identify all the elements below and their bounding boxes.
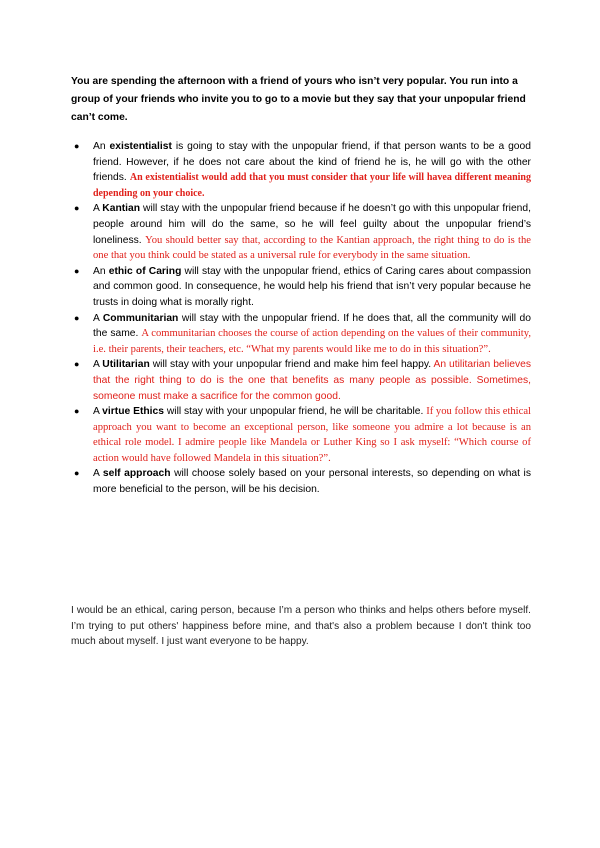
item-term: Communitarian xyxy=(102,312,179,324)
item-term: virtue Ethics xyxy=(102,406,164,418)
bullet-icon: ● xyxy=(74,468,80,479)
item-article: A xyxy=(93,468,103,480)
item-text: will stay with the unpopular friend, ethics of Caring cares about compassion and common good. In consequence, he would help his friend that isn’t very popular because he trusts in doing what is morally right. xyxy=(93,265,531,308)
item-text: will choose solely based on your personal interests, so depending on what is more beneficial to the person, will be his decision. xyxy=(93,468,531,496)
teacher-comment: If you follow this ethical approach you want to become an exceptional person, like someone you admire a lot because is an ethical role model. I admire people like Mandela or Luther King so I ask myself: “Which course of action would have followed Mandela in this situation?”. xyxy=(93,406,531,464)
item-article: A xyxy=(93,359,103,371)
item-term: self approach xyxy=(102,468,171,480)
item-article: A xyxy=(93,203,103,215)
bullet-icon: ● xyxy=(74,406,80,417)
teacher-comment: You should better say that, according to the Kantian approach, the right thing to do is the one that you think could be stated as a universal rule for everybody in the same situation. xyxy=(93,234,531,262)
item-text: will stay with your unpopular friend, he will be charitable. xyxy=(163,406,427,418)
item-term: existentialist xyxy=(109,141,172,152)
ethics-approaches-list xyxy=(71,139,531,498)
item-text: is going to stay with the unpopular friend, if that person wants to be a good friend. However, if he does not care about the kind of friend he is, he will go with the other friends. xyxy=(93,141,531,184)
item-article: An xyxy=(93,141,110,152)
item-term: Utilitarian xyxy=(102,359,150,371)
item-article: A xyxy=(93,312,103,324)
item-text: will stay with the unpopular friend because if he doesn’t go with this unpopular friend, people around him will do the same, so he will feel guilty about the unpopular friend’s loneliness. xyxy=(93,203,531,246)
list-item-ethic-of-caring xyxy=(71,264,531,311)
list-item-self-approach xyxy=(71,466,531,497)
list-item-virtue-ethics xyxy=(71,404,531,466)
item-term: ethic of Caring xyxy=(108,265,182,277)
teacher-comment: An existentialist would add that you must consider that your life will havea different meaning depending on your choice. xyxy=(93,172,531,199)
bullet-icon: ● xyxy=(74,312,80,323)
item-text: will stay with the unpopular friend. If he does that, all the community will do the same. xyxy=(93,312,531,340)
list-item-utilitarian xyxy=(71,357,531,404)
item-term: Kantian xyxy=(102,203,141,215)
bullet-icon: ● xyxy=(74,203,80,214)
closing-paragraph: I would be an ethical, caring person, because I’m a person who thinks and helps others before myself. I’m trying to put others' happiness before mine, and that's also a problem because I don't think too much about myself. I just want everyone to be happy. xyxy=(71,605,531,648)
list-item-kantian xyxy=(71,201,531,263)
teacher-comment: A communitarian chooses the course of action depending on the values of their community, i.e. their parents, their teachers, etc. “What my parents would like me to do in this situation?”. xyxy=(93,328,532,355)
bullet-icon: ● xyxy=(74,265,80,276)
item-article: An xyxy=(93,265,109,277)
scenario-intro: You are spending the afternoon with a friend of yours who isn’t very popular. You run into a group of your friends who invite you to go to a movie but they say that your unpopular friend can’t come. xyxy=(71,76,526,123)
item-text: will stay with your unpopular friend and make him feel happy. xyxy=(149,359,434,371)
teacher-comment: An utilitarian believes that the right thing to do is the one that benefits as many people as possible. Sometimes, someone must make a sacrifice for the common good. xyxy=(93,359,531,402)
bullet-icon: ● xyxy=(74,359,80,370)
item-article: A xyxy=(93,406,103,418)
list-item-communitarian xyxy=(71,311,531,358)
bullet-icon: ● xyxy=(74,141,80,151)
list-item-existentialist xyxy=(71,139,531,201)
